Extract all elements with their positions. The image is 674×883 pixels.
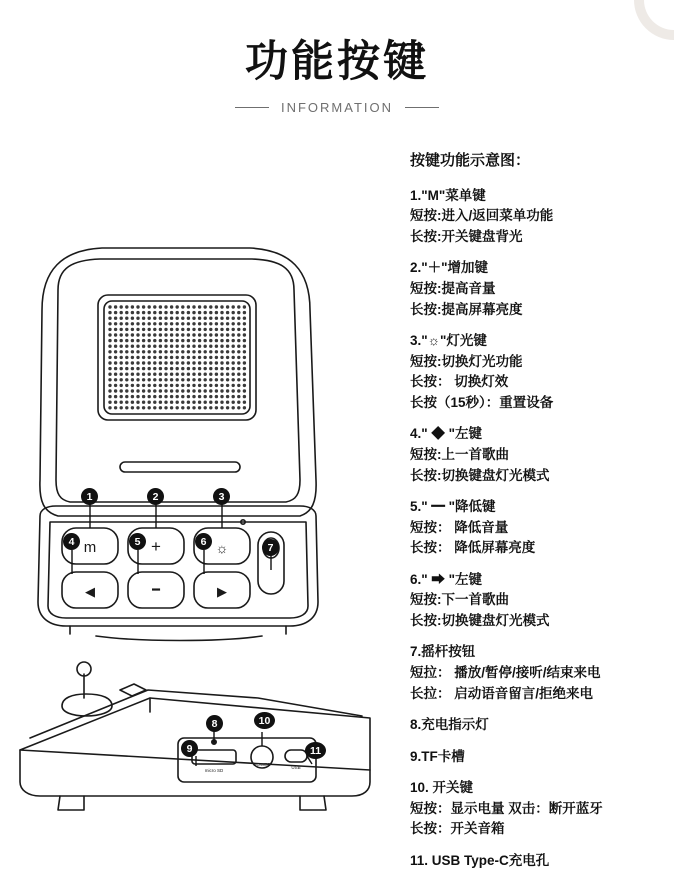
- callout-1: 1: [81, 488, 98, 505]
- info-item-1-head: 1."M"菜单键: [410, 187, 486, 203]
- key-label-light: ☼: [215, 540, 229, 556]
- info-item-11: 11. USB Type-C充电孔: [410, 852, 550, 868]
- info-item-5: [410, 497, 660, 558]
- info-item-10-line-2: 长按：开关音箱: [410, 821, 505, 837]
- callout-7: 7: [262, 539, 279, 556]
- callout-10: 10: [254, 712, 275, 729]
- info-item-2: [410, 258, 660, 319]
- info-item-3-line-2: 长按： 切换灯效: [410, 374, 509, 390]
- speaker-line-drawing: [0, 150, 410, 850]
- info-item-1: [410, 186, 660, 247]
- info-item-5-head: 5." ━ "降低键: [410, 499, 496, 515]
- port-label-tf: micro SD: [204, 768, 224, 773]
- info-item-7-head: 7.摇杆按钮: [410, 644, 476, 660]
- info-item-7: [410, 642, 660, 703]
- info-item-6-line-1: 短按:下一首歌曲: [410, 592, 509, 608]
- info-item-9: 9.TF卡槽: [410, 748, 465, 764]
- callout-8: 8: [206, 715, 223, 732]
- info-item-4-line-2: 长按:切换键盘灯光模式: [410, 467, 550, 483]
- info-item-4: [410, 424, 660, 485]
- info-item-7-line-2: 长拉： 启动语音留言/拒绝来电: [410, 685, 594, 701]
- callout-4: 4: [63, 533, 80, 550]
- info-item-5-line-1: 短按： 降低音量: [410, 519, 509, 535]
- key-label-minus: ━: [152, 582, 160, 597]
- info-item-2-head: 2."＋"增加键: [410, 260, 489, 276]
- info-item-3-line-1: 短按:切换灯光功能: [410, 353, 523, 369]
- info-panel: [410, 150, 660, 883]
- info-item-6: [410, 570, 660, 631]
- info-item-4-head: 4." ◆ "左键: [410, 426, 483, 442]
- info-heading: 按键功能示意图：: [410, 152, 531, 169]
- port-label-usb: USB: [291, 765, 301, 770]
- info-item-10-line-1: 短按：显示电量 双击：断开蓝牙: [410, 800, 603, 816]
- info-item-5-line-2: 长按： 降低屏幕亮度: [410, 540, 536, 556]
- info-item-2-line-1: 短按:提高音量: [410, 281, 496, 296]
- info-item-6-line-2: 长按:切换键盘灯光模式: [410, 612, 550, 628]
- info-item-4-line-1: 短按:上一首歌曲: [410, 446, 509, 462]
- page-subtitle: INFORMATION: [280, 100, 394, 115]
- info-item-10-head: 10. 开关键: [410, 780, 474, 796]
- callout-3: 3: [213, 488, 230, 505]
- info-item-1-line-2: 长按:开关键盘背光: [410, 228, 523, 244]
- info-item-1-line-1: 短按:进入/返回菜单功能: [410, 208, 554, 224]
- key-label-menu: m: [83, 539, 97, 556]
- info-item-3-head: 3."☼"灯光键: [410, 333, 487, 349]
- info-item-3: [410, 331, 660, 412]
- info-item-8: 8.充电指示灯: [410, 717, 489, 733]
- port-label-power: POWER: [253, 762, 271, 767]
- rule-left: [235, 107, 269, 108]
- callout-6: 6: [195, 533, 212, 550]
- key-label-left: ◀: [85, 584, 95, 599]
- info-item-6-head: 6." ➡ "左键: [410, 571, 483, 587]
- callout-5: 5: [129, 533, 146, 550]
- info-item-2-line-2: 长按:提高屏幕亮度: [410, 301, 523, 317]
- callout-9: 9: [181, 740, 198, 757]
- subtitle-row: [0, 100, 674, 115]
- page-title: 功能按键: [245, 38, 429, 86]
- info-item-7-line-1: 短拉： 播放/暂停/接听/结束来电: [410, 665, 601, 680]
- rule-right: [405, 107, 439, 108]
- callout-2: 2: [147, 488, 164, 505]
- callout-11: 11: [305, 742, 326, 759]
- key-label-right: ▶: [217, 584, 227, 599]
- key-label-plus: +: [151, 537, 161, 556]
- info-item-3-line-3: 长按（15秒）：重置设备: [410, 394, 554, 410]
- product-illustration: [0, 150, 410, 850]
- info-item-10: [410, 778, 660, 839]
